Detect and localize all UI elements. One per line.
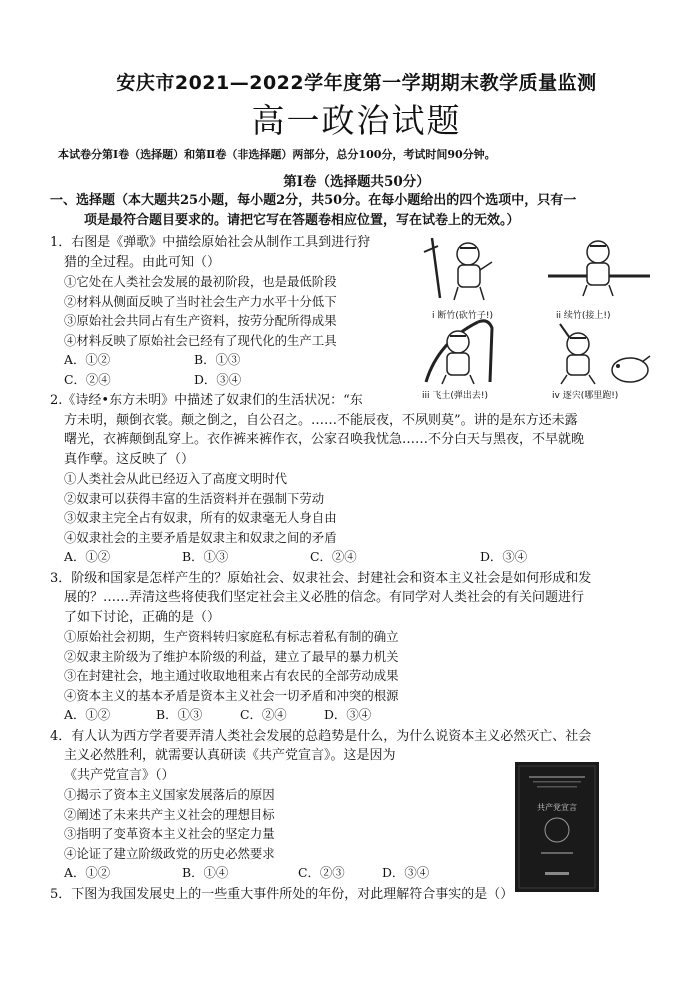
question-stem-line: 曙光，衣裤颠倒乱穿上。衣作裤来裤作衣，公家召唤我忧急……不分白天与黑夜，不早就晚 bbox=[64, 432, 585, 447]
option-statement: ③原始社会共同占有生产资料，按劳分配所得成果 bbox=[64, 313, 337, 328]
option-statement: ①人类社会从此已经迈入了高度文明时代 bbox=[64, 471, 288, 486]
option-statement: ④论证了建立阶级政党的历史必然要求 bbox=[64, 845, 275, 861]
answer-choice: C．②④ bbox=[310, 549, 357, 564]
answer-choice: C．②④ bbox=[240, 707, 287, 722]
option-statement: ③奴隶主完全占有奴隶，所有的奴隶毫无人身自由 bbox=[64, 510, 337, 525]
question-stem-line: 5．下图为我国发展史上的一些重大事件所处的年份，对此理解符合事实的是（） bbox=[50, 886, 514, 902]
cartoon-panel-iii bbox=[426, 321, 492, 384]
figure-caption: iii 飞土(弹出去!) bbox=[422, 391, 488, 401]
answer-choice: C．②④ bbox=[64, 371, 111, 387]
cartoon-panel-ii bbox=[548, 241, 650, 296]
question-stem-line: 猎的全过程。由此可知（） bbox=[64, 254, 221, 270]
option-statement: ④奴隶社会的主要矛盾是奴隶主和奴隶之间的矛盾 bbox=[64, 529, 337, 545]
option-statement: ④资本主义的基本矛盾是资本主义社会一切矛盾和冲突的根源 bbox=[64, 687, 399, 703]
option-statement: ②奴隶可以获得丰富的生活资料并在强制下劳动 bbox=[64, 490, 325, 506]
question-stem-line: 了如下讨论，正确的是（） bbox=[64, 609, 221, 625]
communist-manifesto-book-image bbox=[515, 762, 599, 892]
question-stem-line: 《共产党宣言》（） bbox=[64, 767, 175, 783]
part1-instruction bbox=[50, 191, 663, 231]
question-stem-line: 4．有人认为西方学者要弄清人类社会发展的总趋势是什么，为什么说资本主义必然灭亡、社会 bbox=[50, 728, 592, 744]
answer-choice: B．①④ bbox=[182, 865, 229, 880]
answer-choice: D．③④ bbox=[194, 371, 242, 387]
answer-choice: B．①③ bbox=[156, 707, 203, 722]
question-1 bbox=[50, 233, 406, 389]
subject-title: 高一政治试题 bbox=[251, 101, 462, 140]
question-2 bbox=[50, 391, 663, 567]
question-stem-line: 3．阶级和国家是怎样产生的？原始社会、奴隶社会、封建社会和资本主义社会是如何形成和发 bbox=[50, 570, 592, 586]
question-stem-line: 展的？……弄清这些将使我们坚定社会主义必胜的信念。有同学对人类社会的有关问题进行 bbox=[64, 590, 585, 605]
answer-choice: B．①③ bbox=[194, 352, 241, 367]
question-stem-line: 真作孽。这反映了（） bbox=[64, 451, 195, 467]
answer-choice: D．③④ bbox=[382, 865, 430, 880]
option-statement: ④材料反映了原始社会已经有了现代化的生产工具 bbox=[64, 332, 337, 348]
option-statement: ①揭示了资本主义国家发展落后的原因 bbox=[64, 787, 275, 802]
option-statement: ②奴隶主阶级为了维护本阶级的利益，建立了最早的暴力机关 bbox=[64, 648, 399, 664]
answer-choice: A．①② bbox=[64, 549, 111, 564]
answer-choices bbox=[50, 705, 663, 725]
question-stem-line: 方未明，颠倒衣裳。颠之倒之，自公召之。……不能辰夜，不夙则莫”。讲的是东方还未露 bbox=[64, 412, 578, 428]
answer-choice: B．①③ bbox=[182, 549, 229, 564]
option-statement: ①原始社会初期，生产资料转归家庭私有标志着私有制的确立 bbox=[64, 629, 399, 644]
figure-caption: i 断竹(砍竹子!) bbox=[432, 311, 493, 321]
option-statement: ①它处在人类社会发展的最初阶段，也是最低阶段 bbox=[64, 274, 337, 289]
option-statement: ③在封建社会，地主通过收取地租来占有农民的全部劳动成果 bbox=[64, 668, 399, 683]
answer-choice: D．③④ bbox=[324, 707, 372, 722]
instruction-line2: 项是最符合题目要求的。请把它写在答题卷相应位置，写在试卷上的无效。） bbox=[84, 213, 520, 228]
answer-choice: D．③④ bbox=[480, 549, 528, 564]
part1-title: 第Ⅰ卷（选择题共50分） bbox=[283, 174, 430, 190]
question-stem-line: 1．右图是《弹歌》中描绘原始社会从制作工具到进行狩 bbox=[50, 235, 371, 250]
tanger-cartoon-figure bbox=[418, 232, 658, 404]
cartoon-panel-i bbox=[424, 238, 492, 300]
answer-choices bbox=[50, 370, 406, 390]
question-3 bbox=[50, 569, 663, 725]
question-stem-line: 2.《诗经•东方未明》中描述了奴隶们的生活状况：“东 bbox=[50, 393, 363, 408]
option-statement: ②阐述了未来共产主义社会的理想目标 bbox=[64, 806, 275, 822]
question-stem-line: 主义必然胜利，就需要认真研读《共产党宣言》。这是因为 bbox=[64, 748, 396, 763]
cartoon-panel-iv bbox=[560, 324, 650, 384]
answer-choice: A．①② bbox=[64, 352, 111, 367]
exam-title: 安庆市2021—2022学年度第一学期期末教学质量监测 bbox=[116, 72, 597, 94]
answer-choices bbox=[50, 547, 663, 567]
exam-intro: 本试卷分第Ⅰ卷（选择题）和第Ⅱ卷（非选择题）两部分，总分100分，考试时间90分钟。 bbox=[58, 148, 496, 161]
book-title: 共产党宣言 bbox=[537, 803, 577, 812]
answer-choices bbox=[50, 350, 406, 370]
figure-caption: ii 续竹(接上!) bbox=[556, 311, 611, 321]
answer-choice: A．①② bbox=[64, 707, 111, 722]
option-statement: ②材料从侧面反映了当时社会生产力水平十分低下 bbox=[64, 293, 337, 309]
figure-caption: iv 逐宍(哪里跑!) bbox=[552, 391, 619, 401]
answer-choice: C．②③ bbox=[298, 865, 345, 880]
answer-choice: A．①② bbox=[64, 865, 111, 880]
option-statement: ③指明了变革资本主义社会的坚定力量 bbox=[64, 826, 275, 841]
instruction-line1: 一、选择题（本大题共25小题，每小题2分，共50分。在每小题给出的四个选项中，只有一 bbox=[50, 193, 577, 208]
